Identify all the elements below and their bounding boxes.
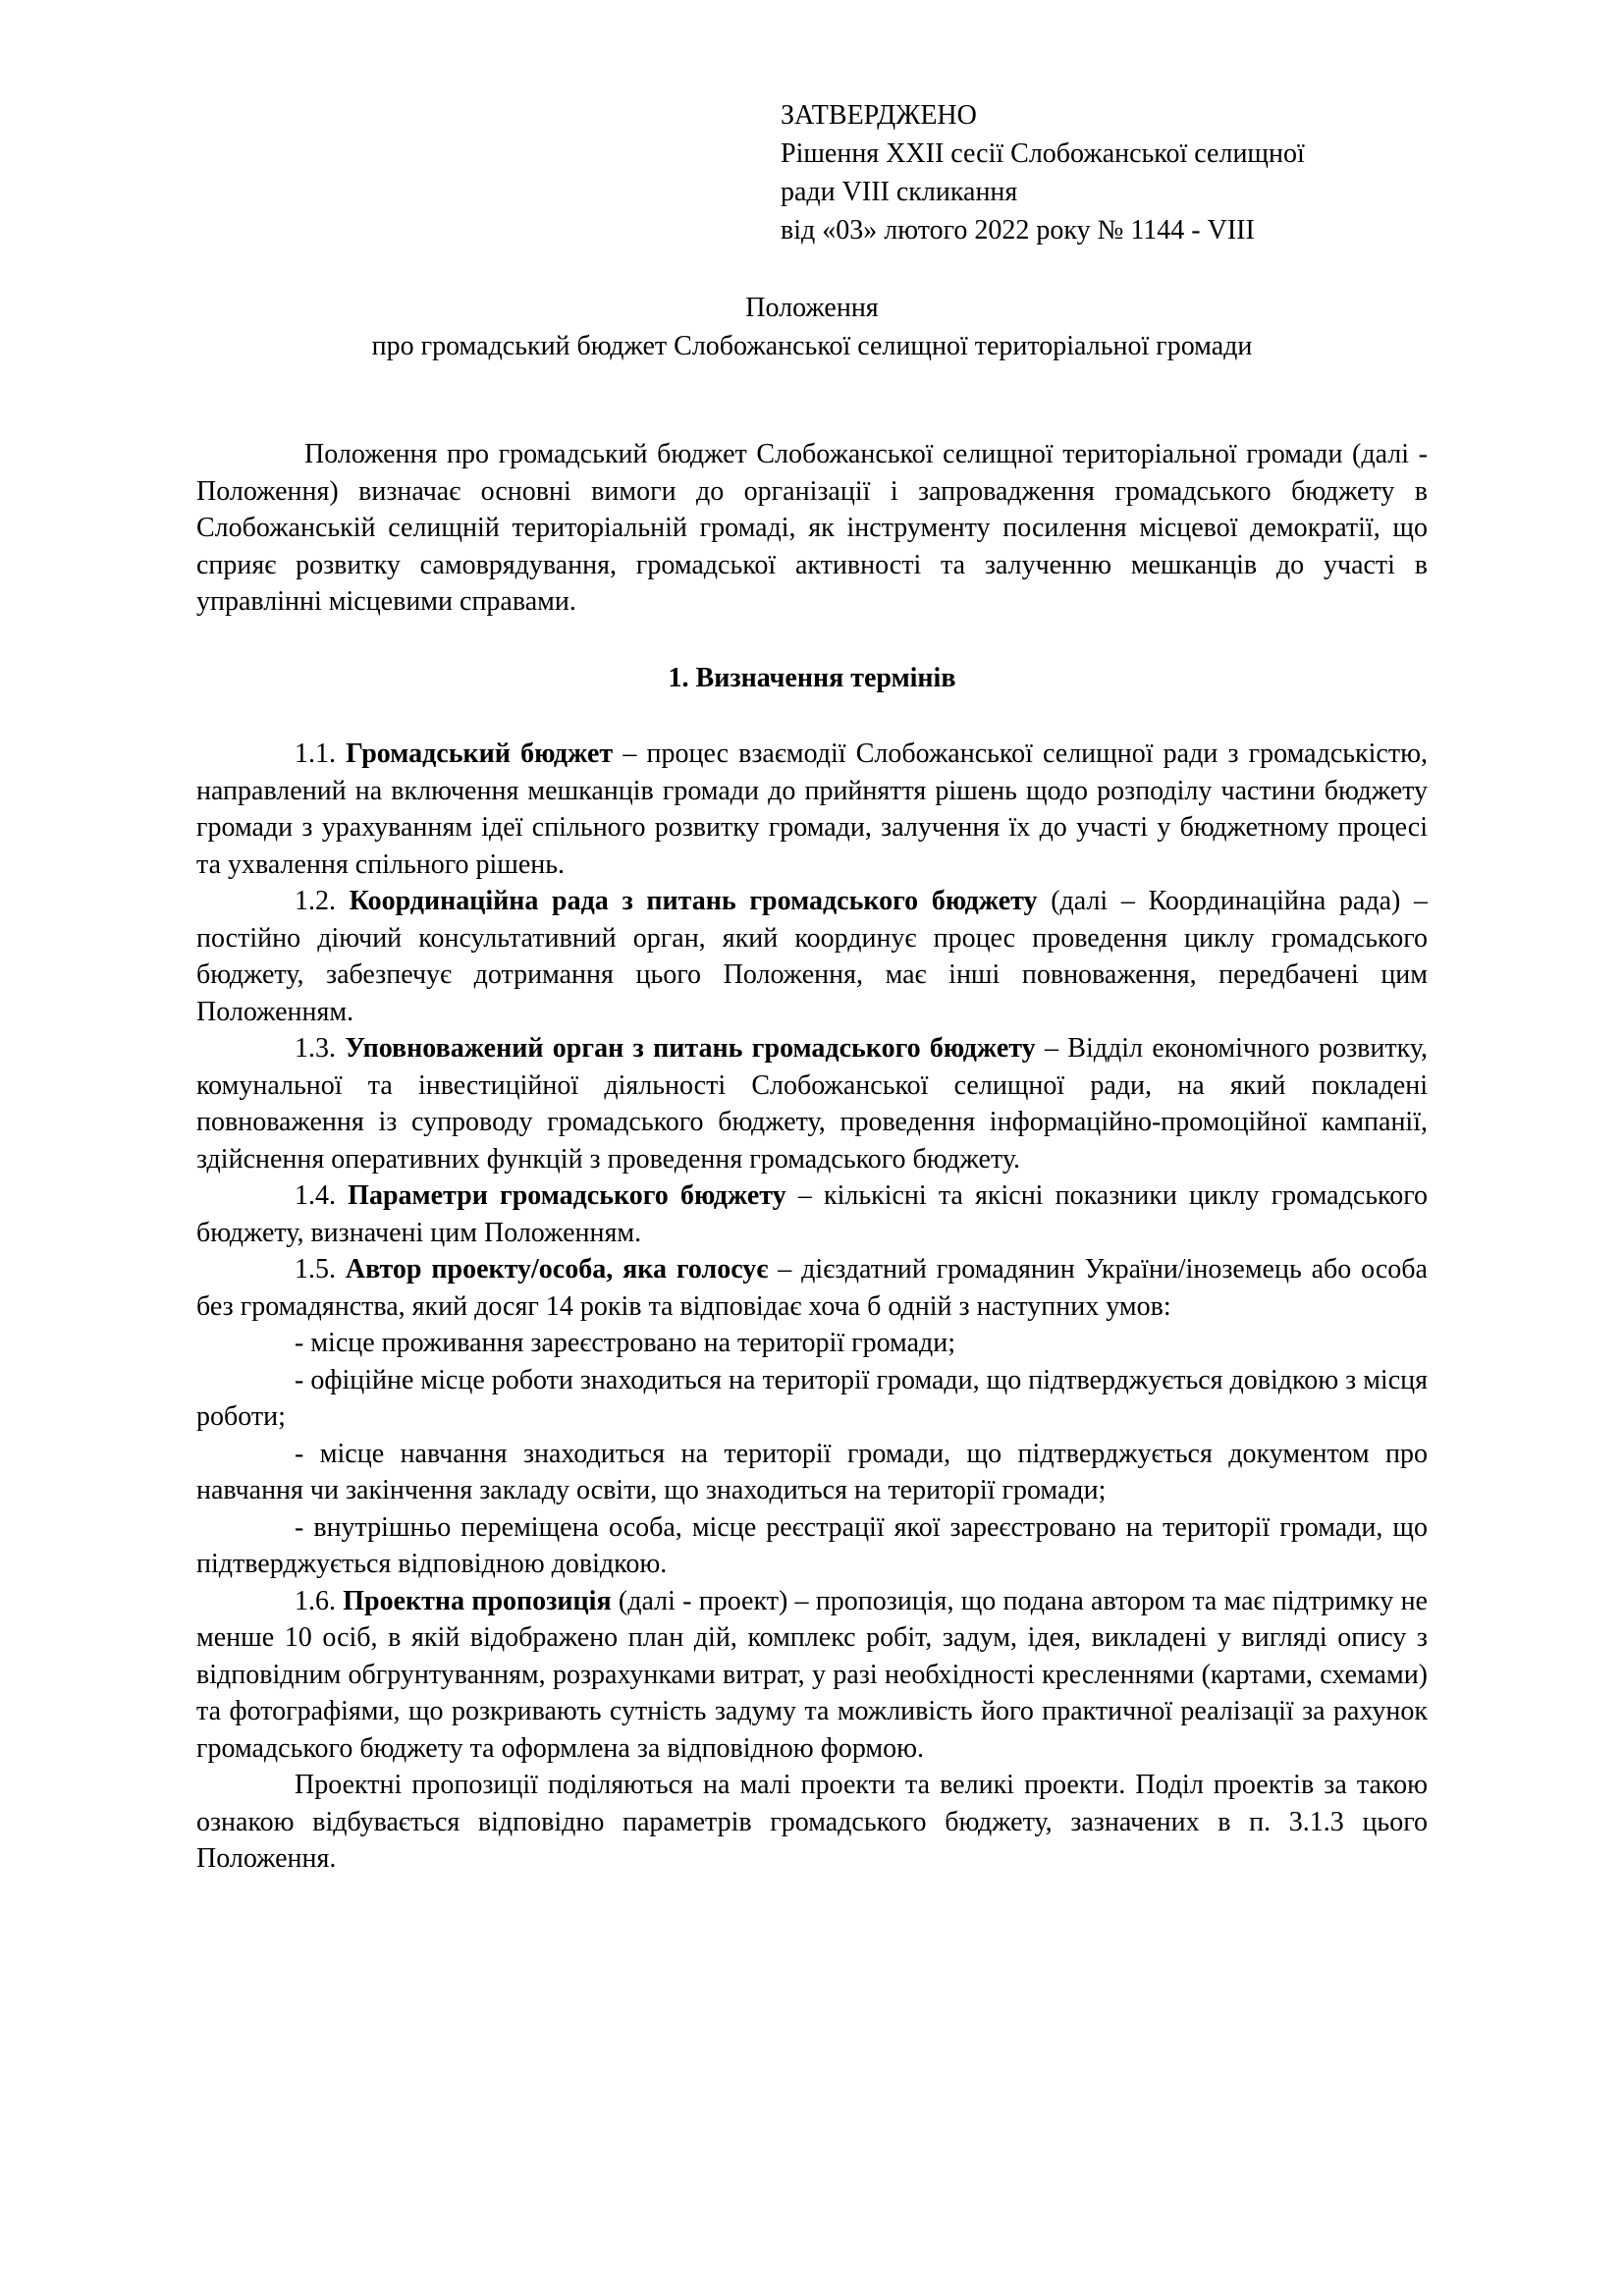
item-text: (далі – Координаційна рада) – постійно діючий консультативний орган, який координує процес проведення циклу громадського бюджету, забезпечує дотримання цього Положення, має інші повноваження, передбачені цим Положенням. <box>196 886 1429 1027</box>
definition-item <box>196 1583 1428 1768</box>
item-number: 1.5. <box>295 1254 346 1285</box>
condition-item: - внутрішньо переміщена особа, місце реєстрації якої зареєстровано на території громади, що підтверджується відповідною довідкою. <box>196 1511 1428 1579</box>
condition-item: - офіційне місце роботи знаходиться на території громади, що підтверджується довідкою з місця роботи; <box>196 1364 1428 1432</box>
definition-item <box>196 736 1428 883</box>
item-term: Уповноважений орган з питань громадського бюджету <box>345 1033 1036 1064</box>
document-subtitle: про громадський бюджет Слобожанської селищної територіальної громади <box>371 331 1253 361</box>
item-term: Проектна пропозиція <box>343 1585 612 1616</box>
item-number: 1.2. <box>295 886 350 916</box>
item-term: Громадський бюджет <box>346 738 614 769</box>
document-body <box>196 436 1428 1878</box>
definition-item <box>196 883 1428 1030</box>
item-term: Автор проекту/особа, яка голосує <box>345 1254 769 1285</box>
approval-block <box>781 96 1468 249</box>
item-text: – Відділ економічного розвитку, комунальної та інвестиційної діяльності Слобожанської селищної ради, на який покладені повноваження із супроводу громадського бюджету, проведення інформаційно-промоційної кампанії, здійснення оперативних функцій з проведення громадського бюджету. <box>196 1033 1428 1175</box>
document-title: Положення <box>745 293 879 323</box>
approval-stamp: ЗАТВЕРДЖЕНО <box>781 100 977 131</box>
intro-paragraph: Положення про громадський бюджет Слобожанської селищної територіальної громади (далі - Положення) визначає основні вимоги до організації і запровадження громадського бюджету в Слобожанській селищній територіальній громаді, як інструменту посилення місцевої демократії, що сприяє розвитку самоврядування, громадської активності та залученню мешканців до участі в управлінні місцевими справами. <box>196 439 1428 617</box>
section-heading: 1. Визначення термінів <box>668 662 956 693</box>
item-term: Параметри громадського бюджету <box>348 1180 786 1211</box>
closing-paragraph: Проектні пропозиції поділяються на малі проекти та великі проекти. Поділ проектів за такою ознакою відбувається відповідно параметрів громадського бюджету, зазначених в п. 3.1.3 цього Положення. <box>196 1770 1428 1874</box>
item-text: – процес взаємодії Слобожанської селищної ради з громадськістю, направлений на включення мешканців громади до прийняття рішень щодо розподілу частини бюджету громади з урахуванням ідеї спільного розвитку громади, залучення їх до участі у бюджетному процесі та ухвалення спільного рішень. <box>196 738 1428 880</box>
definition-item <box>196 1030 1428 1177</box>
approval-council-line: ради VIII скликання <box>781 177 1018 207</box>
item-number: 1.3. <box>295 1033 346 1064</box>
definition-item <box>196 1177 1428 1251</box>
item-text: (далі - проект) – пропозиція, що подана автором та має підтримку не менше 10 осіб, в якій відображено план дій, комплекс робіт, задум, ідея, викладені у вигляді опису з відповідним обгрунтуванням, розрахунками витрат, у разі необхідності кресленнями (картами, схемами) та фотографіями, що розкривають сутність задуму та можливість його практичної реалізації за рахунок громадського бюджету та оформлена за відповідною формою. <box>196 1585 1428 1764</box>
definition-item <box>196 1251 1428 1325</box>
item-number: 1.4. <box>295 1180 349 1211</box>
item-text: – дієздатний громадянин України/іноземець або особа без громадянства, який досяг 14 років та відповідає хоча б одній з наступних умов: <box>196 1254 1428 1322</box>
item-term: Координаційна рада з питань громадського бюджету <box>349 886 1038 916</box>
item-number: 1.6. <box>295 1585 344 1616</box>
item-number: 1.1. <box>295 738 347 769</box>
approval-date-line: від «03» лютого 2022 року № 1144 - VIII <box>781 215 1255 246</box>
item-text: – кількісні та якісні показники циклу громадського бюджету, визначені цим Положенням. <box>196 1180 1429 1248</box>
condition-item: - місце навчання знаходиться на території громади, що підтверджується документом про навчання чи закінчення закладу освіти, що знаходиться на території громади; <box>196 1438 1428 1505</box>
approval-decision-line: Рішення XXII сесії Слобожанської селищної <box>781 138 1305 169</box>
condition-item: - місце проживання зареєстровано на території громади; <box>295 1328 956 1358</box>
